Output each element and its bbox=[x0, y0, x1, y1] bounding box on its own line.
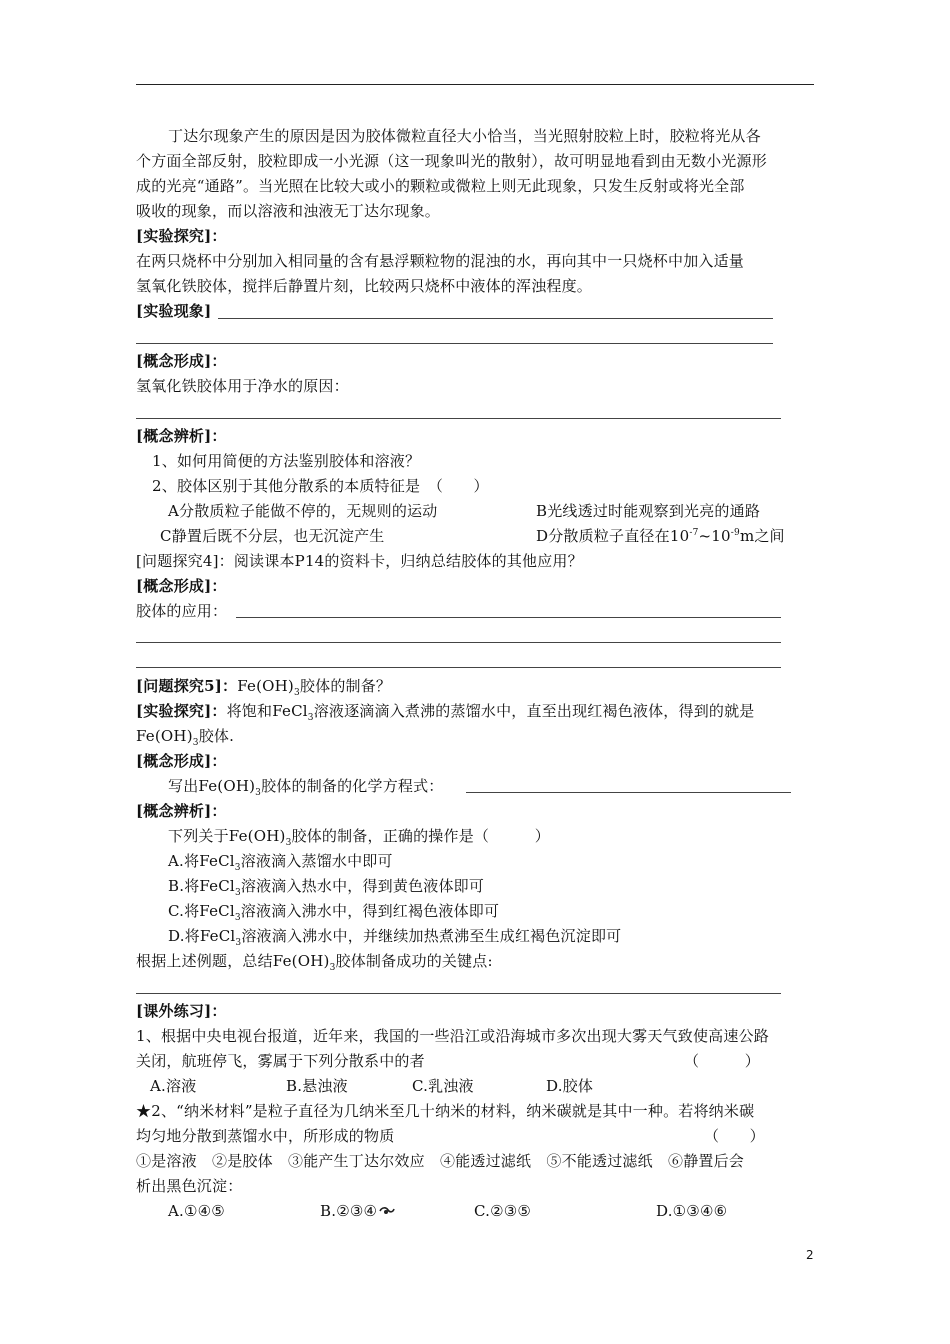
practice-1-line-2: 关闭，航班停飞，雾属于下列分散系中的者 bbox=[136, 1052, 425, 1070]
practice-2-line-2: 均匀地分散到蒸馏水中，所形成的物质 bbox=[136, 1127, 395, 1145]
option-c: C静置后既不分层，也无沉淀产生 bbox=[160, 527, 385, 545]
concept-heading-3: [概念形成]： bbox=[136, 752, 227, 770]
summary-prompt: 根据上述例题，总结$Fe(OH)_3$胶体制备成功的关键点: bbox=[136, 952, 493, 973]
application-answer-line-1[interactable] bbox=[236, 617, 781, 618]
intro-line-4: 吸收的现象，而以溶液和浊液无丁达尔现象。 bbox=[136, 202, 441, 220]
phenomenon-heading: [实验现象] bbox=[136, 302, 212, 320]
analysis-question-2: 2、胶体区别于其他分散系的本质特征是 （ ） bbox=[152, 477, 489, 495]
option-a: A分散质粒子能做不停的，无规则的运动 bbox=[168, 502, 438, 520]
analysis-2-option-a: A.将FeCl$_3$溶液滴入蒸馏水中即可 bbox=[168, 852, 393, 873]
concept-text-1: 氢氧化铁胶体用于净水的原因： bbox=[136, 377, 349, 395]
practice-2-line-3: ①是溶液 ②是胶体 ③能产生丁达尔效应 ④能透过滤纸 ⑤不能透过滤纸 ⑥静置后会 bbox=[136, 1152, 745, 1170]
option-d: D分散质粒子直径在$10^{-7}\sim 10^{-9}m$之间 bbox=[536, 527, 785, 545]
question-4: [问题探究4]：阅读课本P14的资料卡，归纳总结胶体的其他应用？ bbox=[136, 552, 583, 570]
application-answer-line-2[interactable] bbox=[136, 642, 781, 643]
practice-2-answer-paren: （ ） bbox=[704, 1127, 765, 1145]
intro-line-2: 个方面全部反射，胶粒即成一小光源（这一现象叫光的散射），故可明显地看到由无数小光源形 bbox=[136, 152, 767, 170]
analysis-heading-1: [概念辨析]： bbox=[136, 427, 227, 445]
concept-text-2: 胶体的应用： bbox=[136, 602, 228, 620]
experiment-2-line-1: [实验探究]：将饱和FeCl$_3$溶液逐滴滴入煮沸的蒸馏水中，直至出现红褐色液体，得到的就是 bbox=[136, 702, 755, 723]
practice-2-option-c: C.②③⑤ bbox=[474, 1202, 532, 1220]
analysis-2-option-c: C.将FeCl$_3$溶液滴入沸水中，得到红褐色液体即可 bbox=[168, 902, 500, 923]
practice-1-option-d: D.胶体 bbox=[546, 1077, 594, 1095]
question-5: [问题探究5]：$Fe(OH)_3$胶体的制备？ bbox=[136, 677, 392, 698]
experiment-text-1: 在两只烧杯中分别加入相同量的含有悬浮颗粒物的混浊的水，再向其中一只烧杯中加入适量 bbox=[136, 252, 745, 270]
application-answer-line-3[interactable] bbox=[136, 667, 781, 668]
header-rule bbox=[136, 84, 814, 85]
analysis-question-1: 1、如何用简便的方法鉴别胶体和溶液？ bbox=[152, 452, 421, 470]
practice-1-option-a: A.溶液 bbox=[150, 1077, 197, 1095]
analysis-2-question: 下列关于$Fe(OH)_3$胶体的制备，正确的操作是（ ） bbox=[168, 827, 550, 848]
page-number: 2 bbox=[806, 1248, 814, 1262]
practice-2-option-d: D.①③④⑥ bbox=[656, 1202, 728, 1220]
experiment-heading: [实验探究]： bbox=[136, 227, 227, 245]
experiment-2-line-2: $Fe(OH)_3$胶体. bbox=[136, 727, 235, 748]
analysis-2-option-d: D.将FeCl$_3$溶液滴入沸水中，并继续加热煮沸至生成红褐色沉淀即可 bbox=[168, 927, 622, 948]
concept-answer-line-1[interactable] bbox=[136, 418, 781, 419]
scan-mark-icon bbox=[379, 1202, 395, 1222]
experiment-text-2: 氢氧化铁胶体，搅拌后静置片刻，比较两只烧杯中液体的浑浊程度。 bbox=[136, 277, 593, 295]
intro-line-3: 成的光亮“通路”。当光照在比较大或小的颗粒或微粒上则无此现象，只发生反射或将光全部 bbox=[136, 177, 745, 195]
practice-2-option-a: A.①④⑤ bbox=[168, 1202, 225, 1220]
phenomenon-answer-line[interactable] bbox=[218, 318, 773, 319]
summary-answer-line[interactable] bbox=[136, 993, 781, 994]
option-b: B光线透过时能观察到光亮的通路 bbox=[536, 502, 761, 520]
concept-heading-2: [概念形成]： bbox=[136, 577, 227, 595]
practice-1-option-b: B.悬浊液 bbox=[286, 1077, 348, 1095]
concept-heading-1: [概念形成]： bbox=[136, 352, 227, 370]
intro-line-1: 丁达尔现象产生的原因是因为胶体微粒直径大小恰当，当光照射胶粒上时，胶粒将光从各 bbox=[168, 127, 761, 145]
practice-1-line-1: 1、根据中央电视台报道，近年来，我国的一些沿江或沿海城市多次出现大雾天气致使高速公路 bbox=[136, 1027, 769, 1045]
practice-2-line-4: 析出黑色沉淀： bbox=[136, 1177, 243, 1195]
practice-1-answer-paren: （ ） bbox=[684, 1052, 761, 1070]
equation-answer-line[interactable] bbox=[466, 792, 791, 793]
practice-2-line-1: ★2、“纳米材料”是粒子直径为几纳米至几十纳米的材料，纳米碳就是其中一种。若将纳米碳 bbox=[136, 1102, 755, 1120]
practice-heading: [课外练习]： bbox=[136, 1002, 227, 1020]
practice-2-option-b: B.②③④ bbox=[320, 1201, 395, 1222]
analysis-2-option-b: B.将FeCl$_3$溶液滴入热水中，得到黄色液体即可 bbox=[168, 877, 485, 898]
practice-1-option-c: C.乳浊液 bbox=[412, 1077, 474, 1095]
phenomenon-answer-line-2[interactable] bbox=[136, 343, 773, 344]
analysis-heading-2: [概念辨析]： bbox=[136, 802, 227, 820]
equation-prompt: 写出$Fe(OH)_3$胶体的制备的化学方程式： bbox=[168, 777, 444, 798]
